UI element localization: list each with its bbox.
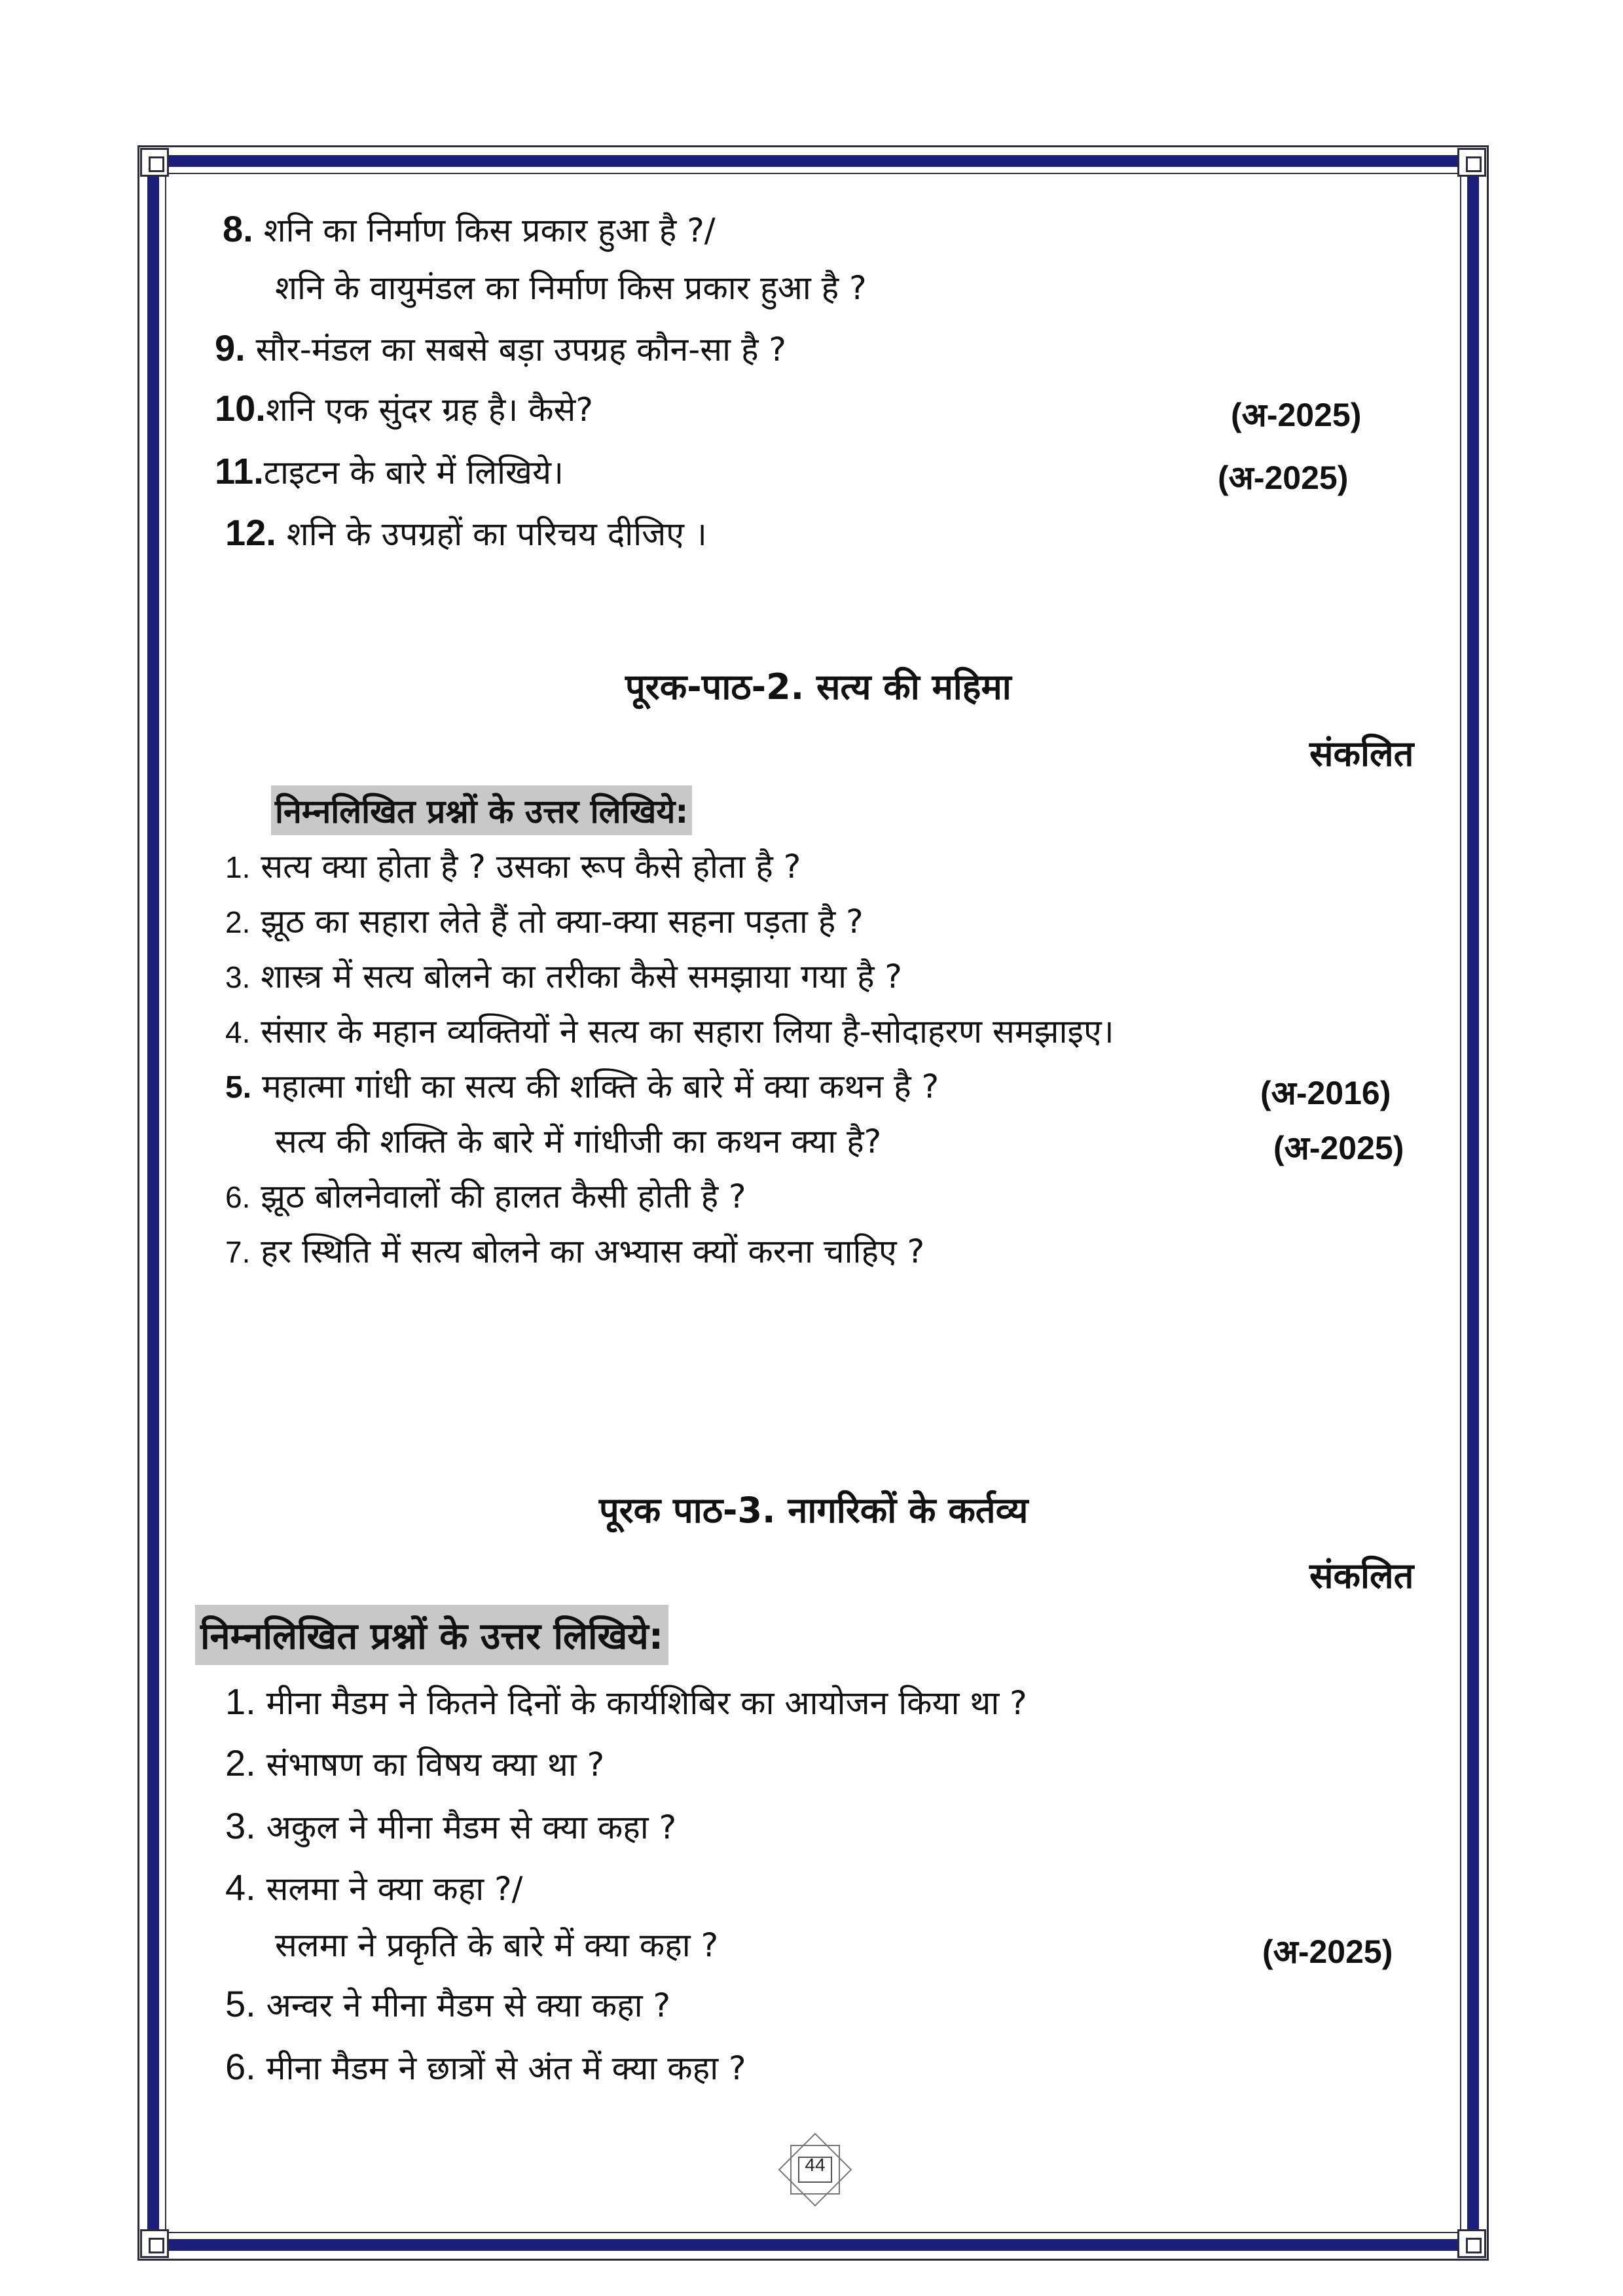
question-item: 1. मीना मैडम ने कितने दिनों के कार्यशिबिर का आयोजन किया था ?: [225, 1681, 1027, 1722]
question-item: 12. शनि के उपग्रहों का परिचय दीजिए ।: [225, 512, 707, 553]
question-item: 4. सलमा ने क्या कहा ?/: [225, 1867, 523, 1908]
question-item: 3. अकुल ने मीना मैडम से क्या कहा ?: [225, 1805, 677, 1846]
corner-ornament-icon: [140, 2229, 169, 2258]
instruction-banner: निम्नलिखित प्रश्नों के उत्तर लिखिये:: [195, 1605, 668, 1665]
question-item-alt: सलमा ने प्रकृति के बारे में क्या कहा ?: [275, 1926, 719, 1964]
question-item-alt: सत्य की शक्ति के बारे में गांधीजी का कथन क्या है?: [275, 1122, 882, 1160]
corner-ornament-icon: [1457, 2229, 1486, 2258]
instruction-banner: निम्नलिखित प्रश्नों के उत्तर लिखिये:: [271, 785, 692, 835]
question-item: 7. हर स्थिति में सत्य बोलने का अभ्यास क्यों करना चाहिए ?: [225, 1232, 925, 1270]
question-item: 2. संभाषण का विषय क्या था ?: [225, 1742, 605, 1784]
author-label: संकलित: [1309, 1555, 1414, 1596]
question-item: 10.शनि एक सुंदर ग्रह है। कैसे?: [215, 387, 593, 429]
page-number: 44: [805, 2155, 826, 2175]
question-item: 8. शनि का निर्माण किस प्रकार हुआ है ?/: [223, 208, 716, 249]
corner-ornament-icon: [140, 148, 169, 177]
author-label: संकलित: [1309, 733, 1414, 774]
section-heading: पूरक पाठ-3. नागरिकों के कर्तव्य: [599, 1490, 1029, 1531]
question-item-alt: शनि के वायुमंडल का निर्माण किस प्रकार हुआ है ?: [275, 269, 867, 307]
year-tag: (अ-2016): [1260, 1075, 1391, 1111]
section-heading: पूरक-पाठ-2. सत्य की महिमा: [625, 666, 1012, 708]
year-tag: (अ-2025): [1231, 397, 1362, 433]
year-tag: (अ-2025): [1273, 1130, 1404, 1166]
corner-ornament-icon: [1457, 148, 1486, 177]
year-tag: (अ-2025): [1262, 1933, 1393, 1970]
question-item: 3. शास्त्र में सत्य बोलने का तरीका कैसे समझाया गया है ?: [225, 958, 902, 996]
question-item: 5. महात्मा गांधी का सत्य की शक्ति के बारे में क्या कथन है ?: [225, 1067, 939, 1105]
question-item: 1. सत्य क्या होता है ? उसका रूप कैसे होता है ?: [225, 848, 801, 886]
question-item: 2. झूठ का सहारा लेते हैं तो क्या-क्या सहना पड़ता है ?: [225, 903, 864, 941]
question-item: 9. सौर-मंडल का सबसे बड़ा उपग्रह कौन-सा है ?: [215, 327, 786, 368]
question-item: 6. मीना मैडम ने छात्रों से अंत में क्या कहा ?: [225, 2046, 746, 2087]
question-item: 4. संसार के महान व्यक्तियों ने सत्य का सहारा लिया है-सोदाहरण समझाइए।: [225, 1013, 1114, 1050]
question-item: 11.टाइटन के बारे में लिखिये।: [215, 450, 564, 492]
year-tag: (अ-2025): [1218, 459, 1349, 496]
question-item: 5. अन्वर ने मीना मैडम से क्या कहा ?: [225, 1983, 671, 2024]
question-item: 6. झूठ बोलनेवालों की हालत कैसी होती है ?: [225, 1177, 746, 1215]
